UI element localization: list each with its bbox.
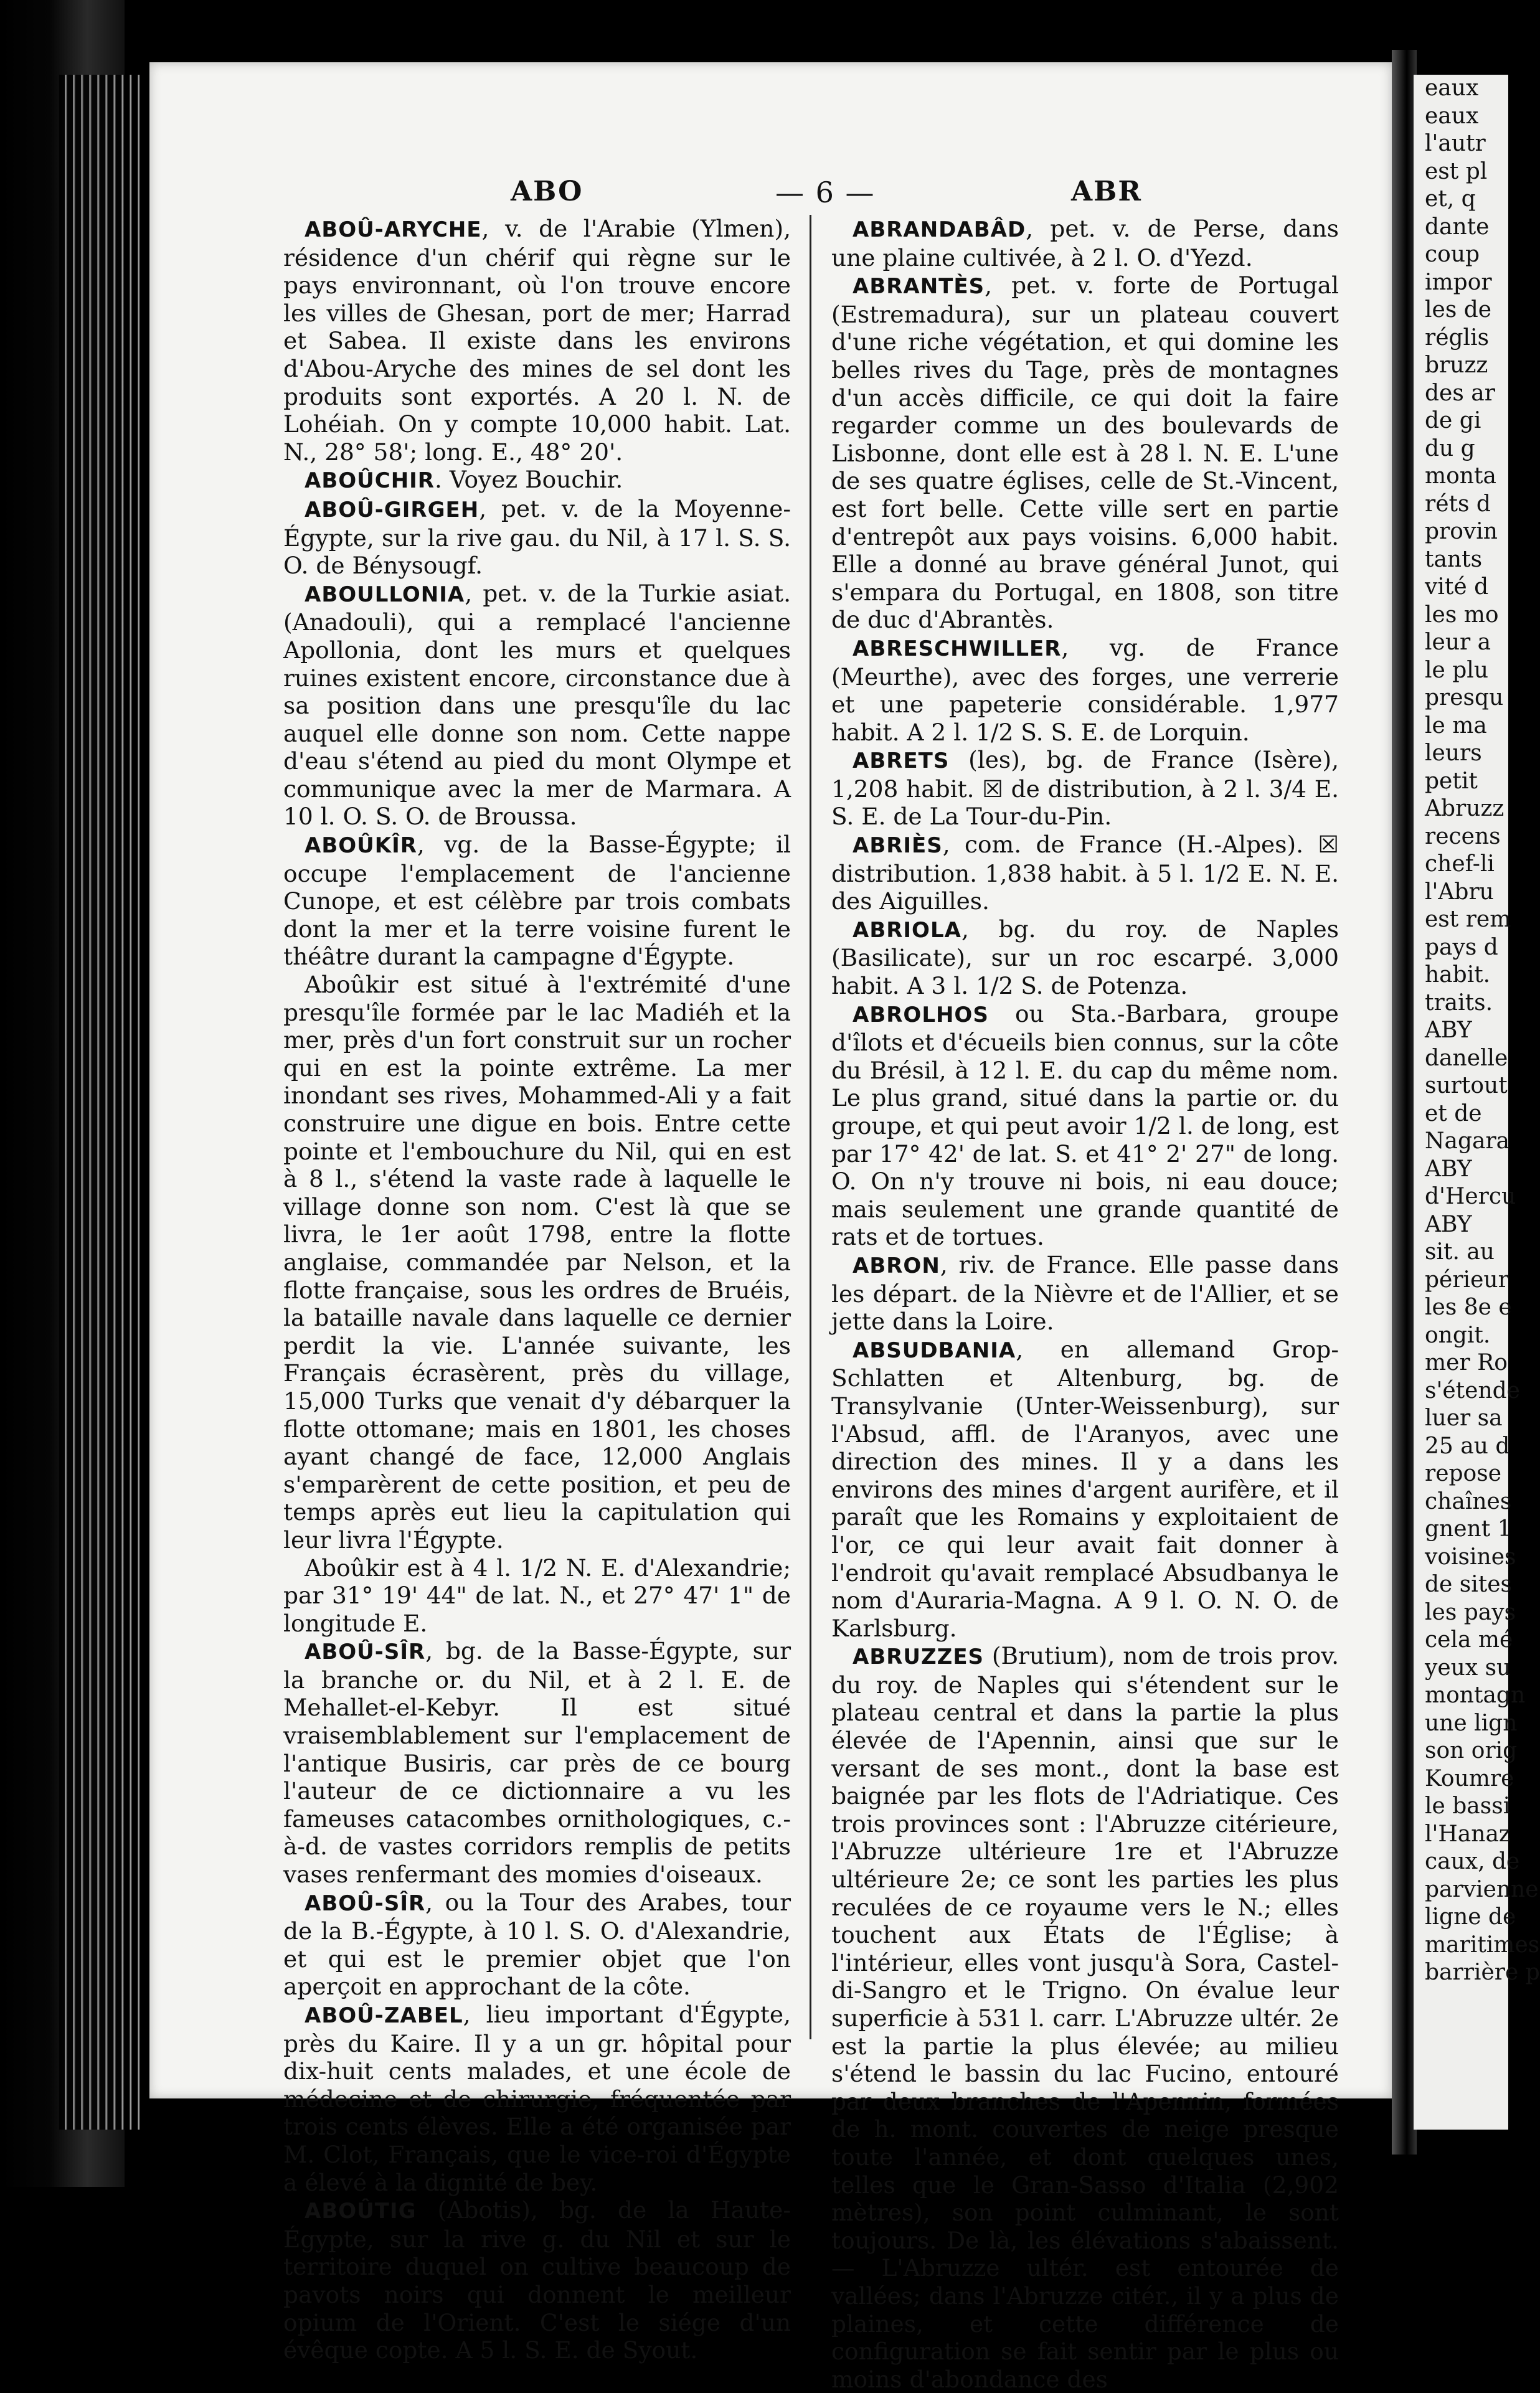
next-page-fragment: repose: [1425, 1461, 1502, 1486]
next-page-fragment: de sites: [1425, 1572, 1513, 1597]
dictionary-entry: [283, 580, 791, 831]
entry-text: , ou la Tour des Arabes, tour de la B.-Égypte, à 10 l. S. O. d'Alexandrie, et qui est le premier objet que l'on aperçoit en approchant de la côte.: [283, 1888, 791, 2001]
entry-text: , vg. de la Basse-Égypte; il occupe l'emplacement de l'ancienne Cunope, et est célèbre par trois combats dont la mer et la terre voisine furent le théâtre durant la campagne d'Égypte.: [283, 831, 791, 971]
next-page-fragment: ABY: [1425, 1017, 1472, 1043]
entry-headword: ABOÛ-GIRGEH: [305, 497, 479, 522]
entry-headword: ABROLHOS: [853, 1002, 989, 1027]
next-page-fragment: recens: [1425, 823, 1501, 849]
next-page-fragment: les mo: [1425, 602, 1499, 628]
next-page-fragment: l'Abru: [1425, 879, 1494, 905]
entry-headword: ABRETS: [853, 748, 950, 774]
entry-text: , bg. du roy. de Naples (Basilicate), sur un roc escarpé. 3,000 habit. A 3 l. 1/2 S. de Potenza.: [831, 915, 1339, 1000]
dictionary-entry: [831, 634, 1339, 746]
next-page-fragment: ABY: [1425, 1156, 1472, 1182]
running-head-right: ABR: [1071, 176, 1142, 207]
entry-text: , lieu important d'Égypte, près du Kaire. Il y a un gr. hôpital pour dix-huit cents malades, et une école de médecine et de chirurgie, fréquentée par trois cents élèves. Elle a été organisée par M. Clot, Français, que le vice-roi d'Égypte a élevé à la dignité de bey.: [283, 2001, 791, 2196]
entry-text: (Brutium), nom de trois prov. du roy. de Naples qui s'étendent sur le plateau central et dans la partie la plus élevée de l'Apennin, ainsi que sur le versant de ses mont., dont la base est baignée par les flots de l'Adriatique. Ces trois provinces sont : l'Abruzze citérieure, l'Abruzze ultérieure 1re et l'Abruzze ultérieure 2e; ce sont les parties les plus reculées de ce royaume vers le N.; elles touchent aux États de l'Église; à l'intérieur, elles vont jusqu'à Sora, Castel-di-Sangro et le Trigno. On évalue leur superficie à 531 l. carr. L'Abruzze ultér. 2e est la partie la plus élevée; au milieu s'étend le bassin du lac Fucino, entouré par deux branches de l'Apennin, formées de h. mont. couvertes de neige presque toute l'année, et dont quelques unes, telles que le Gran-Sasso d'Italia (2,902 mètres), son point culminant, le sont toujours. De là, les élévations s'abaissent. — L'Abruzze ultér. est entourée de vallées; dans l'Abruzze citér., il y a plus de plaines, et cette différence de configuration se fait sentir par le plus ou moins d'abondance des: [831, 1642, 1339, 2393]
dictionary-entry: [831, 1000, 1339, 1251]
entry-headword: ABSUDBANIA: [853, 1338, 1016, 1363]
next-page-fragment: presqu: [1425, 685, 1504, 710]
next-page-fragment: Abruzz: [1425, 796, 1505, 821]
page-edges: [59, 75, 140, 2130]
next-page-fragment: leurs: [1425, 740, 1482, 766]
page-number: — 6 —: [775, 176, 876, 209]
entry-headword: ABRIÈS: [853, 833, 943, 859]
next-page-fragment: ABY: [1425, 1211, 1472, 1237]
next-page-fragment: le bassi: [1425, 1793, 1511, 1819]
dictionary-entry: [283, 2196, 791, 2364]
right-column: [831, 215, 1339, 2393]
dictionary-entry: [831, 1642, 1339, 2393]
next-page-fragment: une lign: [1425, 1710, 1518, 1736]
next-page-fragment: eaux: [1425, 75, 1479, 101]
left-column: [283, 215, 791, 2364]
entry-text: , bg. de la Basse-Égypte, sur la branche or. du Nil, et à 2 l. E. de Mehallet-el-Kebyr. Il est situé vraisemblablement sur l'emplacement de l'antique Busiris, car près de ce bourg l'auteur de ce dictionnaire a vu les fameuses catacombes ornithologiques, c.-à-d. de vastes corridors remplis de petits vases renfermant des momies d'oiseaux.: [283, 1637, 791, 1889]
next-page-edge: [1414, 75, 1540, 2130]
next-page-fragment: yeux su: [1425, 1654, 1511, 1681]
entry-headword: ABOÛ-ARYCHE: [305, 217, 482, 242]
next-page-fragment: est pl: [1425, 158, 1488, 184]
next-page-fragment: l'autr: [1425, 131, 1486, 156]
next-page-fragment: impor: [1425, 269, 1492, 295]
next-page-fragment: habit.: [1425, 962, 1491, 988]
next-page-fragment: les 8e e: [1425, 1295, 1512, 1320]
dictionary-entry: [831, 1336, 1339, 1643]
next-page-fragment: les de: [1425, 297, 1492, 323]
entry-headword: ABRIOLA: [853, 917, 961, 943]
entry-headword: ABOÛ-SÎR: [305, 1640, 426, 1665]
next-page-fragment: et de: [1425, 1100, 1482, 1126]
dictionary-entry: [283, 1554, 791, 1638]
entry-headword: ABOÛ-SÎR: [305, 1890, 426, 1916]
next-page-fragment: maritimes: [1425, 1932, 1540, 1958]
next-page-fragment: petit: [1425, 768, 1478, 794]
next-page-fragment: ligne de: [1425, 1904, 1516, 1930]
dictionary-entry: [283, 2001, 791, 2196]
dictionary-entry: [283, 215, 791, 466]
entry-text: , en allemand Grop-Schlatten et Altenburg, bg. de Transylvanie (Unter-Weissenburg), sur l'Absud, affl. de l'Aranyos, avec une direction des mines. Il y a dans les environs des mines d'argent aurifère, et il paraît que les Romains y exploitaient de l'or, ce qui leur avait fait donner à l'endroit qu'avait remplacé Absudbanya le nom d'Auraria-Magna. A 9 l. O. N. O. de Karlsburg.: [831, 1335, 1339, 1642]
next-page-fragment: traits.: [1425, 989, 1493, 1016]
entry-text: , pet. v. de la Moyenne-Égypte, sur la rive gau. du Nil, à 17 l. S. S. O. de Bénysougf.: [283, 494, 791, 580]
next-page-fragment: s'étende: [1425, 1377, 1520, 1404]
next-page-fragment: montagn: [1425, 1683, 1526, 1708]
dictionary-entry: [283, 495, 791, 580]
next-page-fragment: Nagara: [1425, 1128, 1510, 1154]
next-page-fragment: Koumre: [1425, 1765, 1514, 1791]
next-page-fragment: gnent 1: [1425, 1516, 1512, 1542]
next-page-fragment: et, q: [1425, 186, 1476, 212]
next-page-fragment: réts d: [1425, 491, 1491, 517]
next-page-fragment: le ma: [1425, 712, 1487, 739]
entry-text: (Abotis), bg. de la Haute-Égypte, sur la rive g. du Nil et sur le territoire duquel on cultive beaucoup de pavots noirs qui donnent le meilleur opium de l'Orient. C'est le siége d'un évêque copte. A 5 l. S. E. de Syout.: [283, 2196, 791, 2364]
dictionary-entry: [283, 971, 791, 1554]
entry-text: , riv. de France. Elle passe dans les départ. de la Nièvre et de l'Allier, et se jette dans la Loire.: [831, 1250, 1339, 1336]
next-page-fragment: les pays: [1425, 1599, 1516, 1625]
running-head-left: ABO: [511, 176, 583, 207]
entry-headword: ABOÛTIG: [305, 2199, 417, 2224]
next-page-fragment: bruzz: [1425, 352, 1488, 378]
next-page-fragment: voisines: [1425, 1544, 1516, 1570]
next-page-fragment: est rem: [1425, 907, 1511, 932]
dictionary-entry: [283, 1889, 791, 2001]
next-page-fragment: danelle: [1425, 1045, 1508, 1071]
dictionary-entry: [283, 1637, 791, 1888]
entry-headword: ABRUZZES: [853, 1645, 985, 1670]
entry-text: ou Sta.-Barbara, groupe d'îlots et d'écueils bien connus, sur la côte du Brésil, à 12 l. E. du cap du même nom. Le plus grand, situé dans la partie or. du groupe, et qui peut avoir 1/2 l. de long, est par 17° 42' de lat. S. et 41° 2' 27" de long. O. On n'y trouve ni bois, ni eau douce; mais seulement une grande quantité de rats et de tortues.: [831, 999, 1339, 1251]
entry-headword: ABOÛ-ZABEL: [305, 2003, 463, 2028]
next-page-fragment: mer Ro: [1425, 1350, 1508, 1376]
next-page-fragment: sit. au: [1425, 1239, 1495, 1265]
entry-text: Aboûkir est à 4 l. 1/2 N. E. d'Alexandrie; par 31° 19' 44" de lat. N., et 27° 47' 1" de longitude E.: [283, 1554, 791, 1637]
next-page-fragment: de gi: [1425, 408, 1481, 433]
entry-text: , vg. de France (Meurthe), avec des forges, une verrerie et une papeterie considérable. 1,977 habit. A 2 l. 1/2 S. S. E. de Lorquin.: [831, 633, 1339, 746]
next-page-fragment: caux, de: [1425, 1849, 1520, 1874]
next-page-fragment: surtout: [1425, 1073, 1508, 1098]
next-page-fragment: parvienne: [1425, 1876, 1539, 1902]
next-page-fragment: l'Hanaz: [1425, 1821, 1511, 1847]
dictionary-entry: [831, 915, 1339, 1000]
next-page-fragment: 25 au d: [1425, 1433, 1510, 1459]
dictionary-entry: [831, 215, 1339, 271]
next-page-fragment: périeur: [1425, 1267, 1509, 1293]
next-page-fragment: chaînes: [1425, 1488, 1512, 1514]
entry-text: (les), bg. de France (Isère), 1,208 habit. ☒ de distribution, à 2 l. 3/4 E. S. E. de La Tour-du-Pin.: [831, 746, 1339, 831]
next-page-fragment: du g: [1425, 435, 1475, 461]
column-rule: [810, 215, 811, 2039]
next-page-fragment: cela mé: [1425, 1627, 1513, 1653]
dictionary-entry: [283, 466, 791, 495]
entry-text: , pet. v. forte de Portugal (Estremadura), sur un plateau couvert d'une riche végétation, et qui domine les belles rives du Tage, près de montagnes d'un accès difficile, ce qui doit la faire regarder comme un des boulevards de Lisbonne, dont elle est à 28 l. N. E. L'une de ses quatre églises, celle de St.-Vincent, est fort belle. Cette ville sert en partie d'entrepôt aux pays voisins. 6,000 habit. Elle a donné au brave général Junot, qui s'empara du Portugal, en 1808, son titre de duc d'Abrantès.: [831, 271, 1339, 634]
next-page-fragment: pays d: [1425, 934, 1498, 960]
entry-text: , pet. v. de la Turkie asiat. (Anadouli), qui a remplacé l'ancienne Apollonia, dont les murs et quelques ruines existent encore, circonstance due à sa position dans une presqu'île du lac auquel elle donne son nom. Cette nappe d'eau s'étend au pied du mont Olympe et communique avec la mer de Marmara. A 10 l. O. S. O. de Broussa.: [283, 579, 791, 831]
next-page-fragment: d'Hercu: [1425, 1184, 1516, 1209]
next-page-fragment: barrière p: [1425, 1960, 1540, 1985]
next-page-fragment: dante: [1425, 214, 1490, 240]
entry-text: Aboûkir est situé à l'extrémité d'une presqu'île formée par le lac Madiéh et la mer, près d'un fort construit sur un rocher qui en est la pointe extrême. La mer inondant ses rives, Mohammed-Ali y a fait construire une digue en bois. Entre cette pointe et l'embouchure du Nil, qui en est à 8 l., s'étend la vaste rade à laquelle le village donne son nom. C'est là que se livra, le 1er août 1798, entre la flotte anglaise, commandée par Nelson, et la flotte française, sous les ordres de Bruéis, la bataille navale dans laquelle ce dernier perdit la vie. L'année suivante, les Français écrasèrent, près du village, 15,000 Turks que venait d'y débarquer la flotte ottomane; mais en 1801, les choses ayant changé de face, 12,000 Anglais s'emparèrent de cette position, et peu de temps après eut lieu la capitulation qui leur livra l'Égypte.: [283, 971, 791, 1554]
next-page-fragment: le plu: [1425, 657, 1489, 683]
next-page-fragment: leur a: [1425, 630, 1491, 655]
next-page-fragment: provin: [1425, 519, 1498, 544]
entry-headword: ABRANTÈS: [853, 274, 985, 300]
dictionary-entry: [831, 746, 1339, 831]
next-page-fragment: chef-li: [1425, 851, 1495, 877]
next-page-fragment: luer sa: [1425, 1405, 1503, 1431]
next-page-fragment: réglis: [1425, 324, 1490, 351]
dictionary-entry: [283, 831, 791, 971]
entry-text: . Voyez Bouchir.: [434, 466, 623, 494]
next-page-fragment: ongit.: [1425, 1322, 1491, 1348]
next-page-fragment: son orig: [1425, 1738, 1518, 1763]
next-page-fragment: des ar: [1425, 380, 1495, 406]
entry-text: , v. de l'Arabie (Ylmen), résidence d'un chérif qui règne sur le pays environnant, où l'on trouve encore les villes de Ghesan, port de mer; Harrad et Sabea. Il existe dans les environs d'Abou-Aryche des mines de sel dont les produits sont exportés. A 20 l. N. de Lohéiah. On y compte 10,000 habit. Lat. N., 28° 58'; long. E., 48° 20'.: [283, 215, 791, 466]
entry-headword: ABOÛKÎR: [305, 833, 417, 859]
entry-headword: ABRON: [853, 1253, 940, 1278]
gutter-shadow: [1392, 50, 1417, 2155]
entry-text: , pet. v. de Perse, dans une plaine cultivée, à 2 l. O. d'Yezd.: [831, 215, 1339, 271]
entry-headword: ABRANDABÂD: [853, 217, 1026, 242]
entry-headword: ABOÛCHIR: [305, 468, 435, 494]
dictionary-entry: [831, 271, 1339, 634]
dictionary-entry: [831, 1251, 1339, 1336]
entry-text: , com. de France (H.-Alpes). ☒ distribution. 1,838 habit. à 5 l. 1/2 E. N. E. des Aiguilles.: [831, 831, 1339, 915]
dictionary-entry: [831, 831, 1339, 915]
entry-headword: ABOULLONIA: [305, 582, 465, 607]
next-page-fragment: monta: [1425, 463, 1496, 489]
entry-headword: ABRESCHWILLER: [853, 636, 1062, 661]
next-page-fragment: tants: [1425, 546, 1483, 572]
next-page-fragment: eaux: [1425, 103, 1479, 129]
next-page-fragment: vité d: [1425, 574, 1489, 600]
next-page-fragment: coup: [1425, 242, 1480, 267]
